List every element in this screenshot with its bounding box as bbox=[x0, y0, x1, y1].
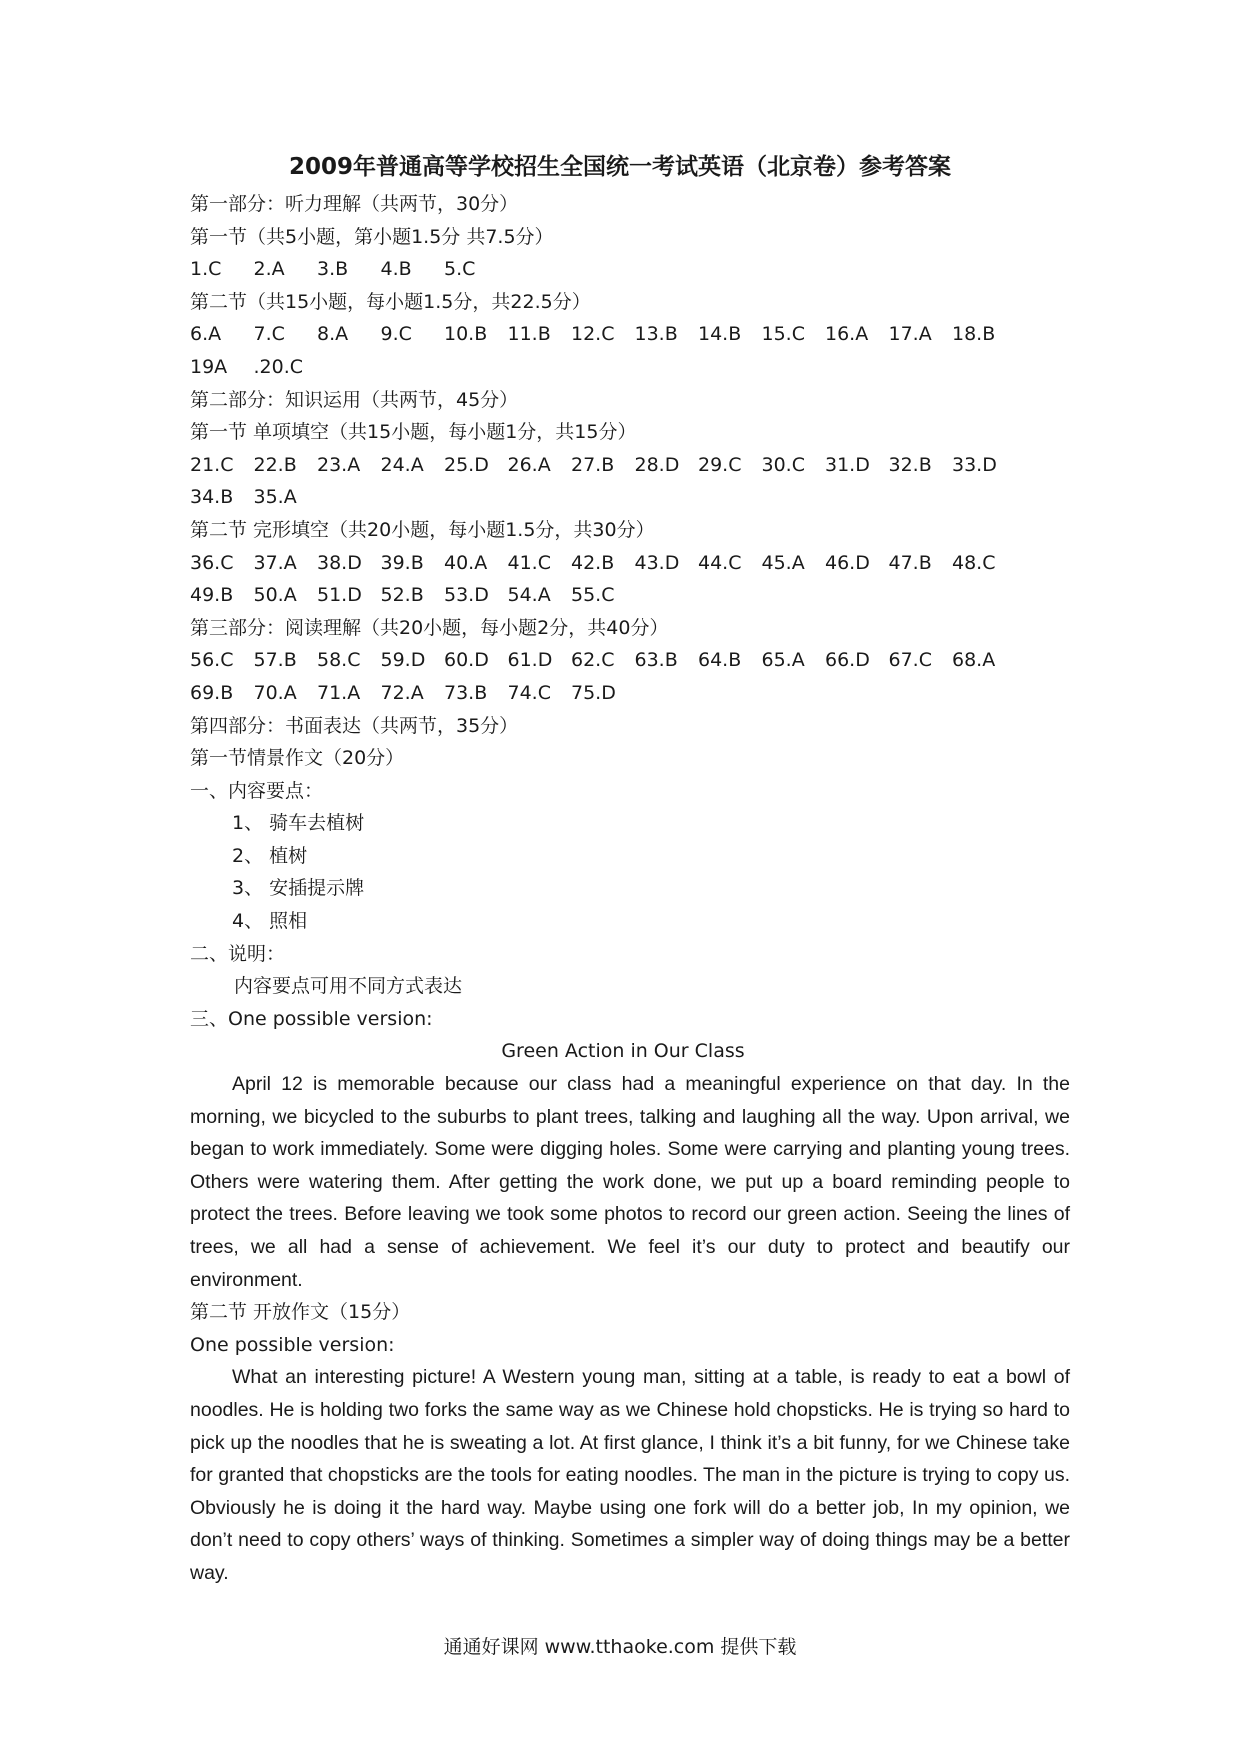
answer-item: 10.B bbox=[444, 323, 488, 346]
answer-item: 4.B bbox=[380, 258, 412, 281]
answer-item: 64.B bbox=[698, 649, 742, 672]
answer-item: 7.C bbox=[253, 323, 285, 346]
answer-item: 22.B bbox=[253, 453, 297, 476]
part2-heading: 第二部分：知识运用（共两节，45分） bbox=[190, 388, 519, 411]
essay2-text: What an interesting picture! A Western young man, sitting at a table, is ready to eat a bowl of noodles. He is holding two forks the same way as we Chinese hold chopsticks. He is trying so hard to pick up the noodles that he is sweating a lot. At first glance, I think it’s a bit funny, for we Chinese take for granted that chopsticks are the tools for eating noodles. The man in the picture is trying to copy us. Obviously he is doing it the hard way. Maybe using one fork will do a better job, In my opinion, we don’t need to copy others’ ways of thinking. Sometimes a simpler way of doing things may be a better way. bbox=[190, 1366, 1070, 1584]
part1-section1-answers bbox=[190, 253, 1070, 286]
answer-item: 28.D bbox=[634, 453, 680, 476]
answer-item: 11.B bbox=[507, 323, 551, 346]
answer-item: 52.B bbox=[380, 584, 424, 607]
answer-item: 2.A bbox=[253, 258, 285, 281]
part3-heading: 第三部分：阅读理解（共20小题，每小题2分，共40分） bbox=[190, 616, 669, 639]
answer-item: 9.C bbox=[380, 323, 412, 346]
answer-content bbox=[190, 188, 1070, 1590]
answer-item: 66.D bbox=[825, 649, 870, 672]
answer-item: 45.A bbox=[761, 551, 805, 574]
answer-item: 25.D bbox=[444, 453, 489, 476]
section2-version-label: One possible version: bbox=[190, 1333, 395, 1356]
notes-heading: 二、说明： bbox=[190, 942, 286, 965]
answer-item: 19A bbox=[190, 355, 228, 378]
part2-section2-heading: 第二节 完形填空（共20小题，每小题1.5分，共30分） bbox=[190, 518, 655, 541]
answer-item: 65.A bbox=[761, 649, 805, 672]
answer-item: 5.C bbox=[444, 258, 476, 281]
answer-item: 54.A bbox=[507, 584, 551, 607]
content-point: 2、 植树 bbox=[232, 844, 308, 867]
answer-item: 60.D bbox=[444, 649, 489, 672]
answer-item: 23.A bbox=[317, 453, 361, 476]
part2-section1-heading: 第一节 单项填空（共15小题，每小题1分，共15分） bbox=[190, 421, 637, 444]
answer-item: 34.B bbox=[190, 486, 234, 509]
answer-item: 14.B bbox=[698, 323, 742, 346]
answer-item: 51.D bbox=[317, 584, 362, 607]
answer-item: 47.B bbox=[888, 551, 932, 574]
answer-item: 35.A bbox=[253, 486, 297, 509]
answer-item: 41.C bbox=[507, 551, 551, 574]
answer-item: 13.B bbox=[634, 323, 678, 346]
answer-item: 58.C bbox=[317, 649, 361, 672]
answer-item: 40.A bbox=[444, 551, 488, 574]
answer-item: 31.D bbox=[825, 453, 870, 476]
answer-item: 74.C bbox=[507, 681, 551, 704]
answer-item: .20.C bbox=[253, 355, 304, 378]
answer-item: 62.C bbox=[571, 649, 615, 672]
answer-item: 49.B bbox=[190, 584, 234, 607]
answer-item: 72.A bbox=[380, 681, 424, 704]
answer-item: 18.B bbox=[952, 323, 996, 346]
answer-item: 56.C bbox=[190, 649, 234, 672]
answer-item: 42.B bbox=[571, 551, 615, 574]
answer-item: 3.B bbox=[317, 258, 349, 281]
answer-item: 24.A bbox=[380, 453, 424, 476]
answer-item: 53.D bbox=[444, 584, 489, 607]
answer-item: 70.A bbox=[253, 681, 297, 704]
answer-item: 8.A bbox=[317, 323, 349, 346]
answer-item: 38.D bbox=[317, 551, 362, 574]
content-point: 4、 照相 bbox=[232, 910, 308, 933]
part1-section1-heading: 第一节（共5小题，第小题1.5分 共7.5分） bbox=[190, 225, 554, 248]
part1-heading: 第一部分：听力理解（共两节，30分） bbox=[190, 193, 519, 215]
answer-item: 63.B bbox=[634, 649, 678, 672]
answer-item: 29.C bbox=[698, 453, 742, 476]
part2-section1-answers bbox=[190, 449, 1070, 514]
answer-item: 1.C bbox=[190, 258, 222, 281]
answer-item: 59.D bbox=[380, 649, 426, 672]
answer-item: 21.C bbox=[190, 453, 234, 476]
answer-item: 15.C bbox=[761, 323, 805, 346]
answer-item: 6.A bbox=[190, 323, 222, 346]
part3-answers bbox=[190, 644, 1070, 709]
answer-item: 30.C bbox=[761, 453, 805, 476]
answer-item: 48.C bbox=[952, 551, 996, 574]
answer-item: 75.D bbox=[571, 681, 616, 704]
notes-text: 内容要点可用不同方式表达 bbox=[234, 975, 463, 998]
answer-item: 43.D bbox=[634, 551, 680, 574]
answer-item: 27.B bbox=[571, 453, 615, 476]
part4-section1-heading: 第一节情景作文（20分） bbox=[190, 747, 405, 770]
answer-item: 50.A bbox=[253, 584, 297, 607]
part1-section2-answers bbox=[190, 318, 1070, 383]
part4-section2-heading: 第二节 开放作文（15分） bbox=[190, 1301, 411, 1324]
essay1-text: April 12 is memorable because our class had a meaningful experience on that day. In the morning, we bicycled to the suburbs to plant trees, talking and laughing all the way. Upon arrival, we began to work immediately. Some were digging holes. Some were carrying and planting young trees. Others were watering them. After getting the work done, we put up a board reminding people to protect the trees. Before leaving we took some photos to record our green action. Seeing the lines of trees, we all had a sense of achievement. We feel it’s our duty to protect and beautify our environment. bbox=[190, 1073, 1070, 1291]
answer-item: 61.D bbox=[507, 649, 553, 672]
answer-item: 69.B bbox=[190, 681, 234, 704]
answer-item: 44.C bbox=[698, 551, 742, 574]
answer-item: 32.B bbox=[888, 453, 932, 476]
answer-item: 55.C bbox=[571, 584, 615, 607]
answer-item: 12.C bbox=[571, 323, 615, 346]
answer-item: 39.B bbox=[380, 551, 424, 574]
answer-item: 57.B bbox=[253, 649, 297, 672]
answer-item: 71.A bbox=[317, 681, 361, 704]
part2-section2-answers bbox=[190, 547, 1070, 612]
answer-item: 46.D bbox=[825, 551, 870, 574]
version-heading: 三、One possible version: bbox=[190, 1007, 433, 1030]
content-point: 1、 骑车去植树 bbox=[232, 812, 365, 835]
part1-section2-heading: 第二节（共15小题，每小题1.5分，共22.5分） bbox=[190, 290, 591, 313]
answer-item: 17.A bbox=[888, 323, 932, 346]
answer-item: 36.C bbox=[190, 551, 234, 574]
essay1-title: Green Action in Our Class bbox=[501, 1040, 745, 1063]
answer-item: 26.A bbox=[507, 453, 551, 476]
footer-credit: 通通好课网 www.tthaoke.com 提供下载 bbox=[443, 1636, 797, 1658]
part4-heading: 第四部分：书面表达（共两节，35分） bbox=[190, 714, 519, 737]
answer-item: 73.B bbox=[444, 681, 488, 704]
answer-item: 68.A bbox=[952, 649, 996, 672]
answer-item: 16.A bbox=[825, 323, 869, 346]
content-point: 3、 安插提示牌 bbox=[232, 877, 365, 900]
answer-item: 67.C bbox=[888, 649, 932, 672]
content-points-heading: 一、内容要点： bbox=[190, 779, 324, 802]
document-title: 2009年普通高等学校招生全国统一考试英语（北京卷）参考答案 bbox=[288, 154, 951, 180]
answer-item: 33.D bbox=[952, 453, 997, 476]
answer-item: 37.A bbox=[253, 551, 297, 574]
